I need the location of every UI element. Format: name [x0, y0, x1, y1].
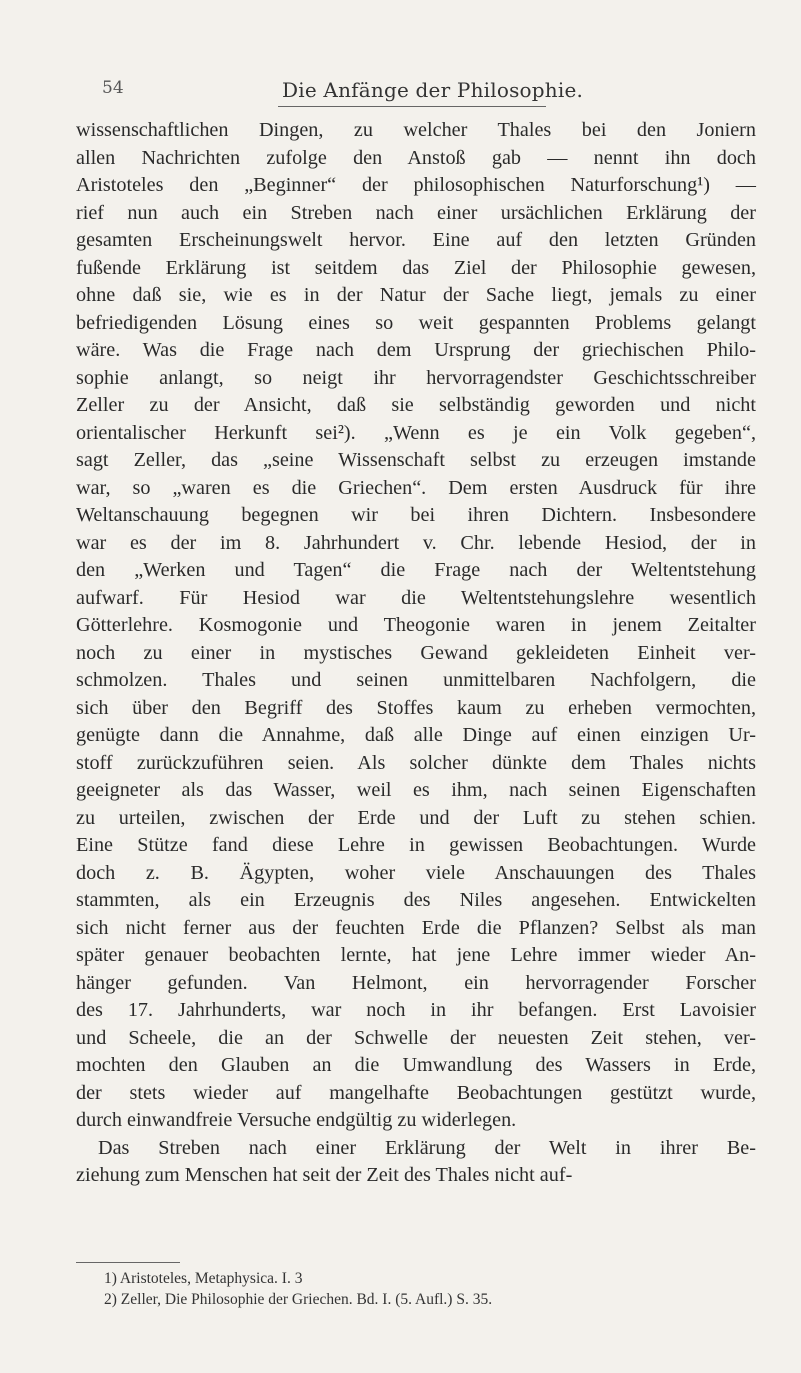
footnote: 2) Zeller, Die Philosophie der Griechen. Bd. I. (5. Aufl.) S. 35.: [104, 1291, 493, 1308]
text-line: hänger gefunden. Van Helmont, ein hervorragender Forscher: [76, 971, 756, 994]
text-line: Aristoteles den „Beginner“ der philosophischen Naturforschung¹) —: [76, 174, 756, 196]
text-line: befriedigenden Lösung eines so weit gespannten Problems gelangt: [76, 311, 756, 334]
text-line: sagt Zeller, das „seine Wissenschaft selbst zu erzeugen imstande: [76, 449, 756, 471]
footnotes: [104, 1268, 704, 1310]
text-line: war es der im 8. Jahrhundert v. Chr. lebende Hesiod, der in: [76, 531, 756, 554]
text-line: und Scheele, die an der Schwelle der neuesten Zeit stehen, ver-: [76, 1026, 756, 1049]
text-line: allen Nachrichten zufolge den Anstoß gab — nennt ihn doch: [76, 146, 756, 169]
text-line: der stets wieder auf mangelhafte Beobachtungen gestützt wurde,: [76, 1081, 756, 1104]
body-text: [76, 117, 756, 1190]
text-line: rief nun auch ein Streben nach einer ursächlichen Erklärung der: [76, 201, 756, 224]
text-line: sich über den Begriff des Stoffes kaum zu erheben vermochten,: [76, 696, 756, 719]
text-line: ziehung zum Menschen hat seit der Zeit des Thales nicht auf-: [76, 1164, 573, 1186]
text-line: zu urteilen, zwischen der Erde und der Luft zu stehen schien.: [76, 806, 756, 829]
text-line: Götterlehre. Kosmogonie und Theogonie waren in jenem Zeitalter: [76, 614, 756, 636]
text-line: fußende Erklärung ist seitdem das Ziel der Philosophie gewesen,: [76, 256, 756, 279]
text-line: genügte dann die Annahme, daß alle Dinge auf einen einzigen Ur-: [76, 724, 756, 746]
text-line: Weltanschauung begegnen wir bei ihren Dichtern. Insbesondere: [76, 504, 756, 526]
text-line: ohne daß sie, wie es in der Natur der Sache liegt, jemals zu einer: [76, 284, 756, 306]
text-line: wäre. Was die Frage nach dem Ursprung der griechischen Philo-: [76, 339, 756, 361]
running-head: [50, 78, 750, 106]
text-line: des 17. Jahrhunderts, war noch in ihr befangen. Erst Lavoisier: [76, 999, 756, 1021]
text-line: orientalischer Herkunft sei²). „Wenn es je ein Volk gegeben“,: [76, 421, 756, 444]
text-line: sophie anlangt, so neigt ihr hervorragendster Geschichtsschreiber: [76, 366, 756, 389]
header-rule: [278, 106, 546, 107]
text-line: Eine Stütze fand diese Lehre in gewissen Beobachtungen. Wurde: [76, 834, 756, 856]
text-line: gesamten Erscheinungswelt hervor. Eine auf den letzten Gründen: [76, 229, 756, 251]
text-line: mochten den Glauben an die Umwandlung des Wassers in Erde,: [76, 1054, 756, 1076]
text-line: später genauer beobachten lernte, hat jene Lehre immer wieder An-: [76, 944, 756, 966]
text-line: Das Streben nach einer Erklärung der Welt in ihrer Be-: [98, 1136, 756, 1159]
text-line: geeigneter als das Wasser, weil es ihm, nach seinen Eigenschaften: [76, 779, 756, 801]
text-line: durch einwandfreie Versuche endgültig zu widerlegen.: [76, 1109, 517, 1131]
text-line: schmolzen. Thales und seinen unmittelbaren Nachfolgern, die: [76, 669, 756, 691]
text-line: wissenschaftlichen Dingen, zu welcher Thales bei den Joniern: [76, 119, 756, 141]
text-line: stoff zurückzuführen seien. Als solcher dünkte dem Thales nichts: [76, 751, 756, 774]
footnote: 1) Aristoteles, Metaphysica. I. 3: [104, 1270, 303, 1287]
text-line: sich nicht ferner aus der feuchten Erde die Pflanzen? Selbst als man: [76, 916, 756, 939]
footnote-rule: [76, 1262, 180, 1263]
text-line: Zeller zu der Ansicht, daß sie selbständig geworden und nicht: [76, 394, 756, 416]
text-line: den „Werken und Tagen“ die Frage nach der Weltentstehung: [76, 559, 756, 581]
text-line: doch z. B. Ägypten, woher viele Anschauungen des Thales: [76, 861, 756, 884]
text-line: aufwarf. Für Hesiod war die Weltentstehungslehre wesentlich: [76, 586, 756, 609]
page-number: 54: [102, 78, 124, 98]
text-line: war, so „waren es die Griechen“. Dem ersten Ausdruck für ihre: [76, 476, 756, 499]
text-line: stammten, als ein Erzeugnis des Niles angesehen. Entwickelten: [76, 889, 756, 911]
text-line: noch zu einer in mystisches Gewand gekleideten Einheit ver-: [76, 641, 756, 664]
running-head-title: Die Anfänge der Philosophie.: [282, 78, 584, 102]
